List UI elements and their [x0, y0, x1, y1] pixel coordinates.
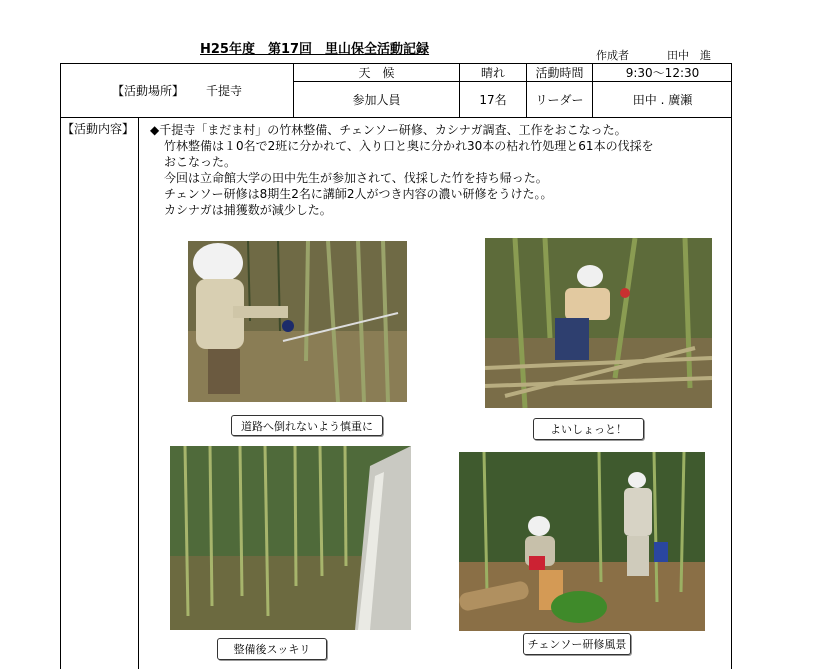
photo-chainsaw-training [459, 452, 705, 631]
photo-rope-pulling [188, 241, 407, 402]
row-divider [60, 117, 732, 118]
photo-cleared-grove [170, 446, 411, 630]
leader-label: リーダー [535, 93, 584, 107]
content-line: 今回は立命館大学の田中先生が参加されて、伐採した竹を持ち帰った。 [164, 171, 548, 185]
time-label: 活動時間 [535, 66, 584, 80]
activity-description [150, 122, 725, 218]
content-line: 竹林整備は１0名で2班に分かれて、入り口と奥に分かれ30本の枯れ竹処理と61本の伐採を [164, 139, 654, 153]
page-title: H25年度 第17回 里山保全活動記録 [200, 42, 430, 57]
photo-caption: 道路へ倒れないよう慎重に [231, 415, 383, 436]
content-line: おこなった。 [164, 155, 237, 169]
weather-label: 天 候 [358, 66, 395, 80]
photo-climbing [485, 238, 712, 408]
author-label: 作成者 [596, 49, 629, 62]
photo-caption: チェンソー研修風景 [523, 633, 631, 655]
photo-caption: 整備後スッキリ [217, 638, 327, 660]
content-line: カシナガは捕獲数が減少した。 [164, 203, 332, 217]
photo-caption: よいしょっと！ [533, 418, 644, 440]
content-line: チェンソー研修は8期生2名に講師2人がつき内容の濃い研修をうけた。。 [164, 187, 553, 201]
leader-value: 田中 . 廣瀬 [632, 93, 693, 107]
weather-value: 晴れ [480, 66, 505, 80]
place-value: 千提寺 [206, 84, 243, 98]
content-label: 【活動内容】 [62, 122, 135, 136]
content-line: ◆千提寺「まだま村」の竹林整備、チェンソー研修、カシナガ調査、工作をおこなった。 [150, 123, 627, 137]
participants-label: 参加人員 [352, 93, 401, 107]
time-value: 9:30〜12:30 [625, 66, 700, 80]
author-line [596, 47, 711, 63]
place-cell [61, 64, 293, 117]
participants-value: 17名 [479, 93, 507, 107]
place-label: 【活動場所】 [111, 84, 184, 98]
col-divider [138, 117, 139, 669]
author-name: 田中 進 [667, 49, 711, 62]
